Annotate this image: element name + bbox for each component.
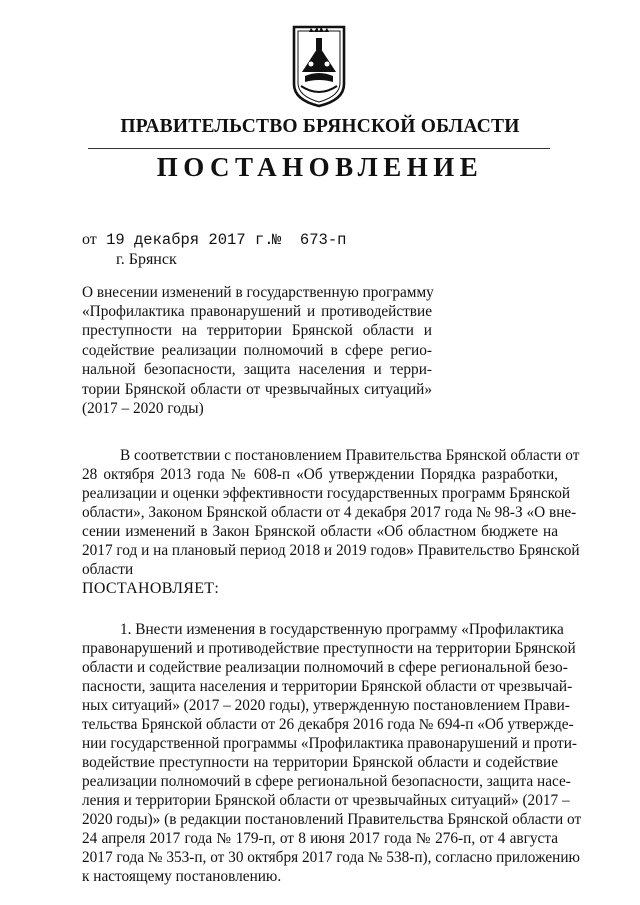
preamble-line: области», Законом Брянской области от 4 декабря 2017 года № 98-З «О вне- (82, 504, 577, 521)
item-1-line: реализации полномочий в сфере региональной безопасности, защита насе- (82, 773, 571, 790)
government-title: ПРАВИТЕЛЬСТВО БРЯНСКОЙ ОБЛАСТИ (120, 116, 520, 137)
item-1-line: ных ситуаций» (2017 – 2020 годы), утвержденную постановлением Прави- (82, 697, 570, 714)
preamble-line: В соответствии с постановлением Правительства Брянской области от (120, 447, 580, 464)
document-type-title: ПОСТАНОВЛЕНИЕ (156, 152, 484, 182)
item-1-line: ления и территории Брянской области от чрезвычайных ситуаций» (2017 – (82, 792, 570, 809)
date-line (82, 231, 274, 249)
preamble-line: реализации и оценки эффективности государственных программ Брянской (82, 485, 571, 502)
date-prefix: от (82, 231, 97, 248)
item-1-line: водействие преступности на территории Брянской области и содействие (82, 754, 558, 771)
item-1-line: области и содействие реализации полномочий в сфере региональной безо- (82, 659, 568, 676)
item-1-line: к настоящему постановлению. (82, 868, 282, 885)
title-line: О внесении изменений в государственную программу (82, 284, 434, 301)
document-number: 673-п (299, 231, 347, 249)
item-1-line: пасности, защита населения и территории Брянской области от чрезвычай- (82, 678, 573, 695)
preamble-line: 28 октября 2013 года № 608-п «Об утверждении Порядка разработки, (82, 466, 558, 483)
number-prefix: № (272, 231, 282, 249)
title-line: содействие реализации полномочий в сфере регио- (82, 342, 432, 359)
preamble-line: области (82, 561, 134, 578)
title-line: «Профилактика правонарушений и противодействие (82, 303, 432, 320)
title-line: тории Брянской области от чрезвычайных ситуаций» (82, 381, 432, 398)
title-line: (2017 – 2020 годы) (82, 400, 204, 417)
item-1-line: 1. Внести изменения в государственную программу «Профилактика (120, 621, 564, 638)
resolves-heading: ПОСТАНОВЛЯЕТ: (82, 580, 220, 597)
document-date: 19 декабря 2017 г. (106, 231, 274, 249)
item-1-line: 2017 года № 353-п, от 30 октября 2017 года № 538-п), согласно приложению (82, 849, 580, 866)
title-line: нальной безопасности, защита населения и терри- (82, 361, 432, 378)
city: г. Брянск (116, 251, 177, 268)
title-line: преступности на территории Брянской области и (82, 322, 432, 339)
item-1-line: тельства Брянской области от 26 декабря 2016 года № 694-п «Об утвержде- (82, 716, 574, 733)
number-line (272, 231, 346, 249)
item-1-line: 24 апреля 2017 года № 179-п, от 8 июня 2017 года № 276-п, от 4 августа (82, 830, 558, 847)
header-divider (88, 148, 550, 149)
coat-of-arms-icon (291, 24, 347, 108)
preamble-line: сении изменений в Закон Брянской области «Об областном бюджете на (82, 523, 558, 540)
item-1-line: 2020 годы)» (в редакции постановлений Правительства Брянской области от (82, 811, 582, 828)
item-1-line: правонарушений и противодействие преступности на территории Брянской (82, 640, 576, 657)
item-1-line: нии государственной программы «Профилактика правонарушений и проти- (82, 735, 577, 752)
preamble-line: 2017 год и на плановый период 2018 и 2019 годов» Правительство Брянской (82, 542, 580, 559)
